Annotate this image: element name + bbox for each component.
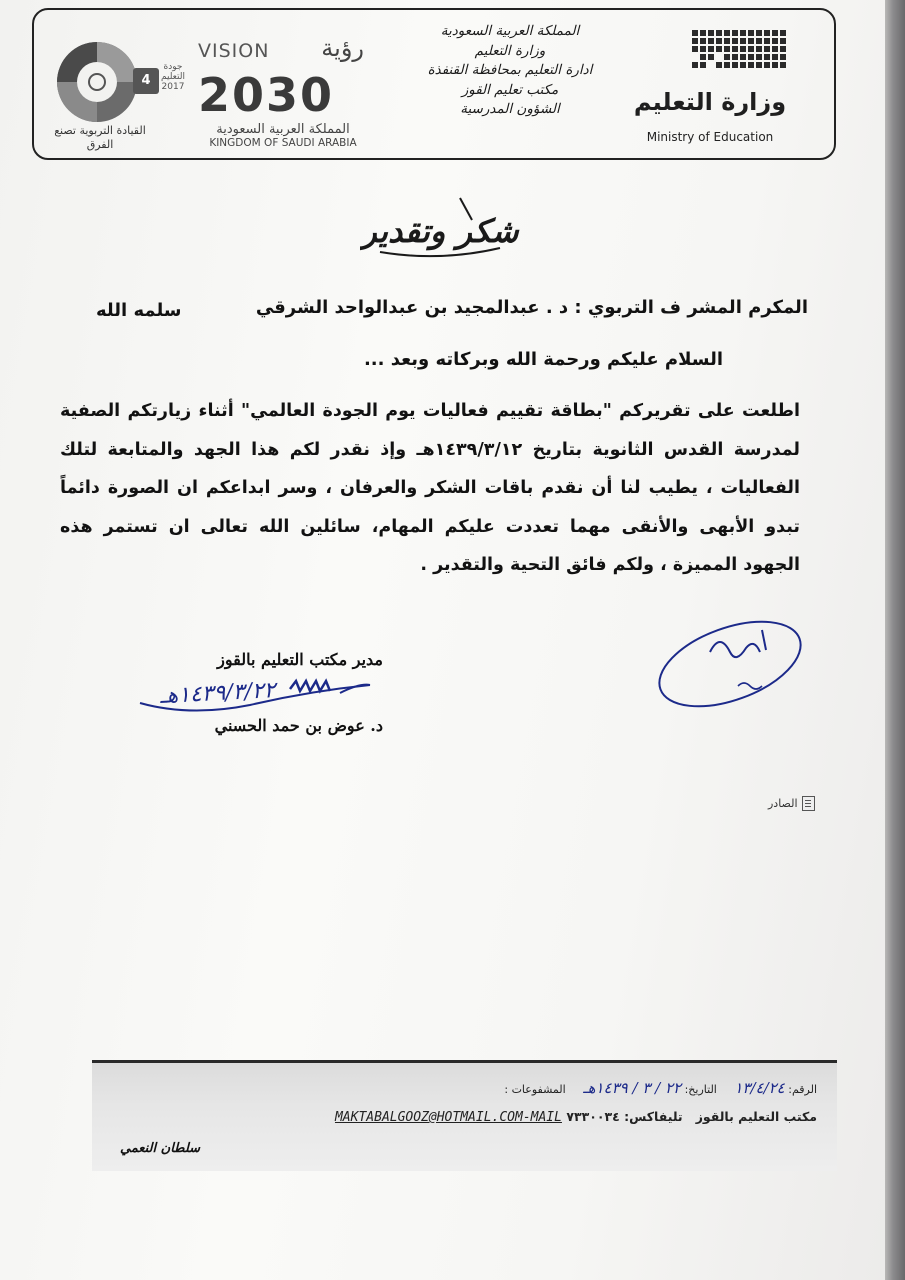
ministry-dot: [716, 30, 722, 36]
number-label: الرقم:: [788, 1083, 817, 1096]
ministry-dot: [764, 62, 770, 68]
email-address: MAKTABALGOOZ@HOTMAIL.COM-MAIL: [334, 1110, 562, 1125]
background-edge: [885, 0, 905, 1280]
quality-ring-icon: [55, 40, 139, 124]
ministry-dot: [692, 30, 698, 36]
ministry-dot: [732, 46, 738, 52]
ministry-dot: [740, 62, 746, 68]
vision-word: VISION: [198, 40, 270, 62]
ministry-dot: [708, 38, 714, 44]
footer-contact-row: [335, 1109, 817, 1125]
quality-logo: [45, 40, 195, 160]
outbox-stamp: [768, 796, 815, 811]
ministry-dot: [708, 54, 714, 60]
ministry-dot: [692, 62, 698, 68]
ministry-dot: [772, 30, 778, 36]
ministry-dot: [732, 30, 738, 36]
ministry-dot: [772, 62, 778, 68]
ministry-dot: [700, 54, 706, 60]
ministry-dot: [740, 46, 746, 52]
letter-title: شكر وتقدير: [361, 212, 519, 250]
attachments-label: المشفوعات :: [504, 1083, 566, 1096]
ministry-dot: [772, 54, 778, 60]
header-line: المملكة العربية السعودية: [440, 23, 580, 39]
vision-word-ar: رؤية: [321, 34, 364, 62]
ministry-name-ar: وزارة التعليم: [633, 88, 787, 116]
ministry-dot: [772, 38, 778, 44]
ministry-dot: [732, 62, 738, 68]
signatory-handwritten-date: ١٤٣٩/٣/٢٢هـ: [159, 677, 277, 710]
vision-kingdom-ar: المملكة العربية السعودية: [216, 122, 350, 137]
ministry-dot: [756, 30, 762, 36]
ministry-dot: [764, 30, 770, 36]
ministry-dot: [756, 38, 762, 44]
ministry-dot: [716, 46, 722, 52]
ministry-dot: [748, 54, 754, 60]
handwritten-signature: [650, 612, 810, 712]
ministry-dot: [692, 46, 698, 52]
vision-kingdom-en: KINGDOM OF SAUDI ARABIA: [209, 137, 357, 149]
ministry-dot: [780, 46, 786, 52]
office-name: مكتب التعليم بالقوز: [695, 1109, 817, 1124]
recipient-line: المكرم المشر ف التربوي : د . عبدالمجيد بن عبدالواحد الشرقي: [255, 297, 808, 318]
fax-label: تليفاكس:: [624, 1109, 683, 1124]
header-line: وزارة التعليم: [474, 42, 546, 59]
ministry-dot: [740, 30, 746, 36]
ministry-dot: [724, 54, 730, 60]
header-line: الشؤون المدرسية: [460, 101, 560, 117]
ministry-dot: [716, 38, 722, 44]
ministry-dot: [732, 54, 738, 60]
header-line: ادارة التعليم بمحافظة القنفذة: [427, 62, 593, 78]
ministry-dot: [708, 30, 714, 36]
ministry-dot: [764, 38, 770, 44]
footer-reference-row: [504, 1079, 817, 1097]
ministry-dot: [724, 62, 730, 68]
document-icon: [802, 796, 815, 811]
date-value: ٢٢ / ٣ / ١٤٣٩هـ: [583, 1079, 682, 1097]
ministry-dot: [756, 62, 762, 68]
quality-slogan: القيادة التربوية تصنع الفرق: [54, 124, 146, 151]
ministry-dot: [740, 38, 746, 44]
ministry-dot: [756, 54, 762, 60]
signatory-title: مدير مكتب التعليم بالقوز: [217, 650, 383, 669]
recipient-closing: سلمه الله: [96, 300, 182, 321]
ministry-dot: [700, 30, 706, 36]
letter-body: اطلعت على تقريركم "بطاقة تقييم فعاليات يوم الجودة العالمي" أثناء زيارتكم الصفية لمدرسة القدس الثانوية بتاريخ ١٤٣٩/٣/١٢هـ وإذ نقدر لكم هذا الجهد والمتابعة لتلك الفعاليات ، يطيب لنا أن نقدم باقات الشكر والعرفان ، وسر ابداعكم ان الصورة دائماً تبدو الأبهى والأنقى مهما تعددت عليكم المهام، سائلين الله تعالى ان تستمر هذه الجهود المميزة ، ولكم فائق التحية والتقدير .: [60, 401, 800, 575]
ministry-dot: [708, 46, 714, 52]
header-line: مكتب تعليم القوز: [461, 81, 559, 98]
ministry-dot: [700, 46, 706, 52]
ministry-dot: [780, 54, 786, 60]
ministry-dot: [772, 46, 778, 52]
fax-value: ٧٣٣٠٠٣٤: [566, 1109, 620, 1124]
ministry-name-en: Ministry of Education: [646, 130, 774, 144]
ministry-dot: [780, 62, 786, 68]
vision-year: 2030: [198, 68, 335, 122]
quality-number-badge: 4: [133, 68, 159, 94]
clerk-signature: سلطان النعمي: [120, 1141, 201, 1156]
ministry-dot: [748, 30, 754, 36]
quality-label: جودة التعليم 2017: [161, 62, 185, 92]
ministry-dot: [764, 54, 770, 60]
ministry-dot: [764, 46, 770, 52]
number-value: ١٣/٤/٢٤: [734, 1079, 785, 1097]
ministry-dot: [692, 38, 698, 44]
letter-footer: [92, 1060, 837, 1171]
ministry-dot: [748, 62, 754, 68]
ministry-dot: [724, 46, 730, 52]
ministry-dot: [700, 38, 706, 44]
ministry-dot: [700, 62, 706, 68]
ministry-dot: [732, 38, 738, 44]
ministry-dot: [724, 30, 730, 36]
greeting-line: السلام عليكم ورحمة الله وبركاته وبعد ...: [363, 349, 723, 370]
ministry-dot: [748, 46, 754, 52]
date-label: التاريخ:: [684, 1083, 717, 1096]
letterhead-text: [410, 22, 610, 120]
vision-2030-logo: [198, 34, 368, 150]
ministry-dot: [716, 62, 722, 68]
ministry-dot: [780, 30, 786, 36]
ministry-dot: [756, 46, 762, 52]
ministry-dot: [740, 54, 746, 60]
outbox-label: الصادر: [768, 797, 798, 810]
ministry-dot: [780, 38, 786, 44]
ministry-dot: [748, 38, 754, 44]
signatory-name: د. عوض بن حمد الحسني: [214, 716, 383, 735]
thanks-title-calligraphy: [360, 190, 520, 270]
ministry-dot: [724, 38, 730, 44]
ministry-logo: [630, 30, 790, 150]
